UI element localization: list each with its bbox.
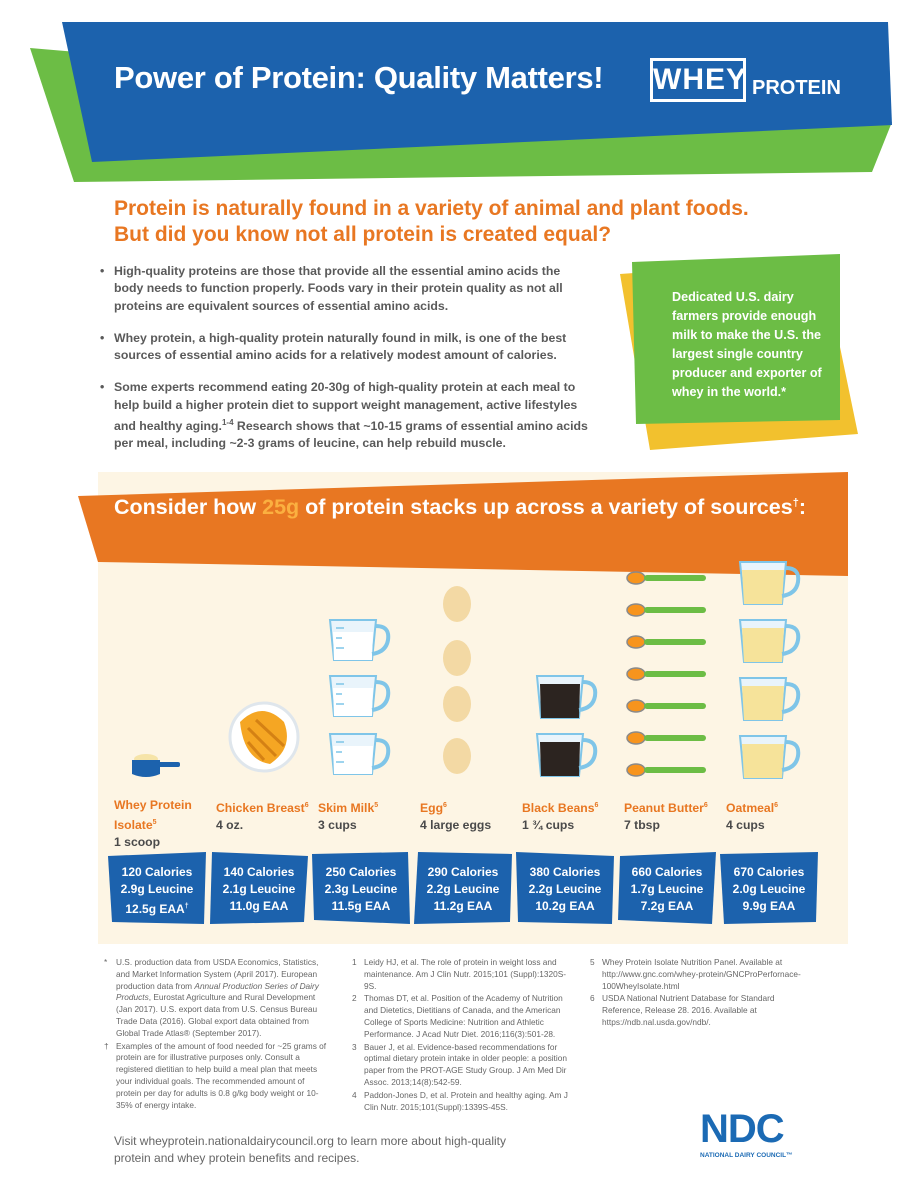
food-column xyxy=(726,797,826,834)
bullet-text: Some experts recommend eating 20-30g of high-quality protein at each meal to help build a higher protein diet to support weight management, active lifestyles and healthy aging. xyxy=(114,380,578,434)
comparison-title-end: : xyxy=(798,495,806,519)
nutrition-box xyxy=(516,852,614,924)
whey-logo: WHEY xyxy=(650,58,746,102)
footnote-text: U.S. production data from USDA Economics, Statistics, and Market Information System (April 2017). European production data from xyxy=(116,957,319,991)
bullet-item: • Whey protein, a high-quality protein naturally found in milk, is one of the best sources of essential amino acids for a relatively modest amount of calories. xyxy=(100,330,592,365)
food-column xyxy=(216,797,316,834)
eaa xyxy=(618,898,716,915)
calories: 380 Calories xyxy=(529,865,601,879)
nutrition-box xyxy=(414,852,512,924)
footnote xyxy=(590,957,816,992)
page-title: Power of Protein: Quality Matters! xyxy=(114,60,604,95)
comparison-title-highlight: 25g xyxy=(262,495,300,519)
food-amount: 3 cups xyxy=(318,818,357,833)
calories: 670 Calories xyxy=(733,865,805,879)
footnote-italic: Annual Production Series of Dairy Products xyxy=(116,980,319,1003)
nutrition-box xyxy=(720,852,818,924)
ndc-logo xyxy=(700,1108,820,1164)
bullet-list xyxy=(100,263,592,468)
footnote-text: , Eurostat Agriculture and Rural Development (Jan 2017). U.S. export data from U.S. Census Bureau Trade Data (2016). Global export data obtained from Global Trade Atlas® (September 2017). xyxy=(116,992,318,1038)
food-ref: 6 xyxy=(594,802,599,809)
headline-line2: But did you know not all protein is created equal? xyxy=(114,223,612,246)
food-amount: 4 oz. xyxy=(216,818,244,833)
food-name-text: Peanut Butter xyxy=(624,801,704,816)
food-name-text: Oatmeal xyxy=(726,801,775,816)
food-name-text: Skim Milk xyxy=(318,801,375,816)
food-name xyxy=(420,797,520,817)
food-ref: 6 xyxy=(443,802,447,809)
footnote-text: Whey Protein Isolate Nutrition Panel. Available at http://www.gnc.com/whey-protein/GNCProPerfornace-100WheyIsolate.html xyxy=(602,957,801,991)
food-amount: 4 cups xyxy=(726,818,765,833)
calories: 120 Calories xyxy=(121,865,193,879)
eaa xyxy=(108,898,206,918)
eaa xyxy=(414,898,512,915)
food-column xyxy=(114,797,214,851)
food-name-text: Chicken Breast xyxy=(216,801,305,816)
nutrition-box xyxy=(312,852,410,924)
eaa-value: 7.2g EAA xyxy=(640,899,694,913)
footnote-mark: * xyxy=(104,957,108,967)
leucine: 2.2g Leucine xyxy=(426,882,500,896)
ndc-letters: NDC xyxy=(700,1107,784,1151)
header-banner xyxy=(0,0,917,200)
food-column xyxy=(624,797,724,834)
footnote xyxy=(352,957,574,992)
eaa-value: 11.5g EAA xyxy=(331,899,391,913)
food-ref: 6 xyxy=(703,802,708,809)
food-name-text: Black Beans xyxy=(522,801,595,816)
ndc-name: NATIONAL DAIRY COUNCIL™ xyxy=(700,1152,793,1159)
food-ref: 6 xyxy=(774,802,779,809)
eaa-value: 10.2g EAA xyxy=(535,899,595,913)
food-ref: 5 xyxy=(374,802,379,809)
eaa-ref: † xyxy=(184,903,189,910)
calories: 290 Calories xyxy=(427,865,499,879)
footnote-text: Bauer J, et al. Evidence-based recommendations for optimal dietary protein intake in older people: a position paper from the PROT-AGE Study Group. J Am Med Dir Assoc. 2013;14(8):542-59. xyxy=(364,1041,567,1087)
food-name xyxy=(624,797,724,817)
food-name-text: Whey Protein Isolate xyxy=(114,798,192,833)
footnote xyxy=(352,993,574,1040)
eaa xyxy=(516,898,614,915)
food-amount: 1 scoop xyxy=(114,835,161,850)
food-amount: 1 ¾ cups xyxy=(522,818,575,833)
leucine: 2.2g Leucine xyxy=(528,882,602,896)
food-name xyxy=(114,797,214,834)
bullet-item xyxy=(100,379,592,452)
footnote-text: Thomas DT, et al. Position of the Academy of Nutrition and Dietetics, Dietitians of Canada, and the American College of Sports Medicine: Nutrition and Athletic Performance. J Acad Nutr Diet. 2016;116(3):501-28. xyxy=(364,993,563,1039)
food-column xyxy=(522,797,622,834)
footnote-mark: 1 xyxy=(352,957,357,967)
footnote-text: Leidy HJ, et al. The role of protein in weight loss and maintenance. Am J Clin Nutr. 2015;101 (Suppl):1320S-9S. xyxy=(364,957,567,991)
food-name xyxy=(216,797,316,817)
food-column xyxy=(420,797,520,834)
food-name-text: Egg xyxy=(420,801,444,816)
footnotes-col2 xyxy=(352,957,574,1114)
leucine: 2.3g Leucine xyxy=(324,882,398,896)
footnote-mark: † xyxy=(104,1040,109,1051)
bullet-text: Research shows that ~10-15 grams of essential amino acids per meal, including ~2-3 grams of leucine, can help rebuild muscle. xyxy=(114,419,588,451)
comparison-title xyxy=(114,495,806,520)
nutrition-box xyxy=(210,852,308,924)
comparison-title-pre: Consider how xyxy=(114,495,263,519)
leucine: 2.0g Leucine xyxy=(732,882,806,896)
footnote xyxy=(352,1042,574,1089)
footnotes-col3 xyxy=(590,957,816,1030)
visit-text: Visit wheyprotein.nationaldairycouncil.org to learn more about high-quality protein and whey protein benefits and recipes. xyxy=(114,1134,507,1165)
headline xyxy=(114,196,814,248)
eaa-value: 9.9g EAA xyxy=(742,899,796,913)
callout-text: Dedicated U.S. dairy farmers provide enough milk to make the U.S. the largest single country producer and exporter of whey in the world.* xyxy=(672,290,822,399)
comparison-title-sup: † xyxy=(792,496,799,509)
footnote-mark: 2 xyxy=(352,993,357,1004)
bullet-sup: 1-4 xyxy=(221,418,234,428)
footnote-mark: 3 xyxy=(352,1041,357,1052)
leucine: 2.1g Leucine xyxy=(222,882,296,896)
calories: 140 Calories xyxy=(223,865,295,879)
comparison-title-post: of protein stacks up across a variety of sources xyxy=(299,495,793,519)
banner-shapes xyxy=(0,0,917,200)
leucine: 2.9g Leucine xyxy=(120,882,194,896)
eaa-value: 11.2g EAA xyxy=(433,899,493,913)
footnote-text: USDA National Nutrient Database for Standard Reference, Release 28. 2016. Available at https://ndb.nal.usda.gov/ndb/. xyxy=(602,993,775,1027)
food-name xyxy=(522,797,622,817)
calories: 250 Calories xyxy=(325,865,397,879)
footnotes-col1 xyxy=(104,957,332,1112)
food-amount: 4 large eggs xyxy=(420,818,492,833)
footnote-mark: 6 xyxy=(590,993,595,1004)
food-name xyxy=(318,797,418,817)
whey-logo-sub: PROTEIN xyxy=(752,77,841,99)
eaa-value: 11.0g EAA xyxy=(229,899,289,913)
footnote-text: Examples of the amount of food needed for ~25 grams of protein are for illustrative purposes only. Consult a registered dietitian to help build a meal plan that meets your individual goals. The recommended amount of protein per day for adults is 0.8 g/kg body weight or 10-35% of energy intake. xyxy=(116,1040,327,1110)
footnote-mark: 5 xyxy=(590,957,595,967)
eaa xyxy=(312,898,410,915)
calories: 660 Calories xyxy=(631,865,703,879)
eaa-value: 12.5g EAA xyxy=(125,902,185,916)
comparison-banner xyxy=(78,472,848,576)
leucine: 1.7g Leucine xyxy=(630,882,704,896)
food-amount: 7 tbsp xyxy=(624,818,660,833)
footnote xyxy=(104,1041,332,1112)
footnote xyxy=(352,1090,574,1114)
eaa xyxy=(720,898,818,915)
footnote xyxy=(104,957,332,1040)
headline-line1: Protein is naturally found in a variety of animal and plant foods. xyxy=(114,197,749,220)
eaa xyxy=(210,898,308,915)
food-name xyxy=(726,797,826,817)
footnote-text: Paddon-Jones D, et al. Protein and healthy aging. Am J Clin Nutr. 2015;101(Suppl):1339S-45S. xyxy=(364,1089,568,1112)
nutrition-box xyxy=(108,852,206,924)
food-column xyxy=(318,797,418,834)
footnote-mark: 4 xyxy=(352,1089,357,1100)
bullet-item: • High-quality proteins are those that provide all the essential amino acids the body needs to function properly. Foods vary in their protein quality as not all proteins are equivalent sources of essential amino acids. xyxy=(100,263,592,315)
nutrition-box xyxy=(618,852,716,924)
footnote xyxy=(590,993,816,1028)
food-ref: 5 xyxy=(152,819,157,826)
food-ref: 6 xyxy=(304,802,309,809)
